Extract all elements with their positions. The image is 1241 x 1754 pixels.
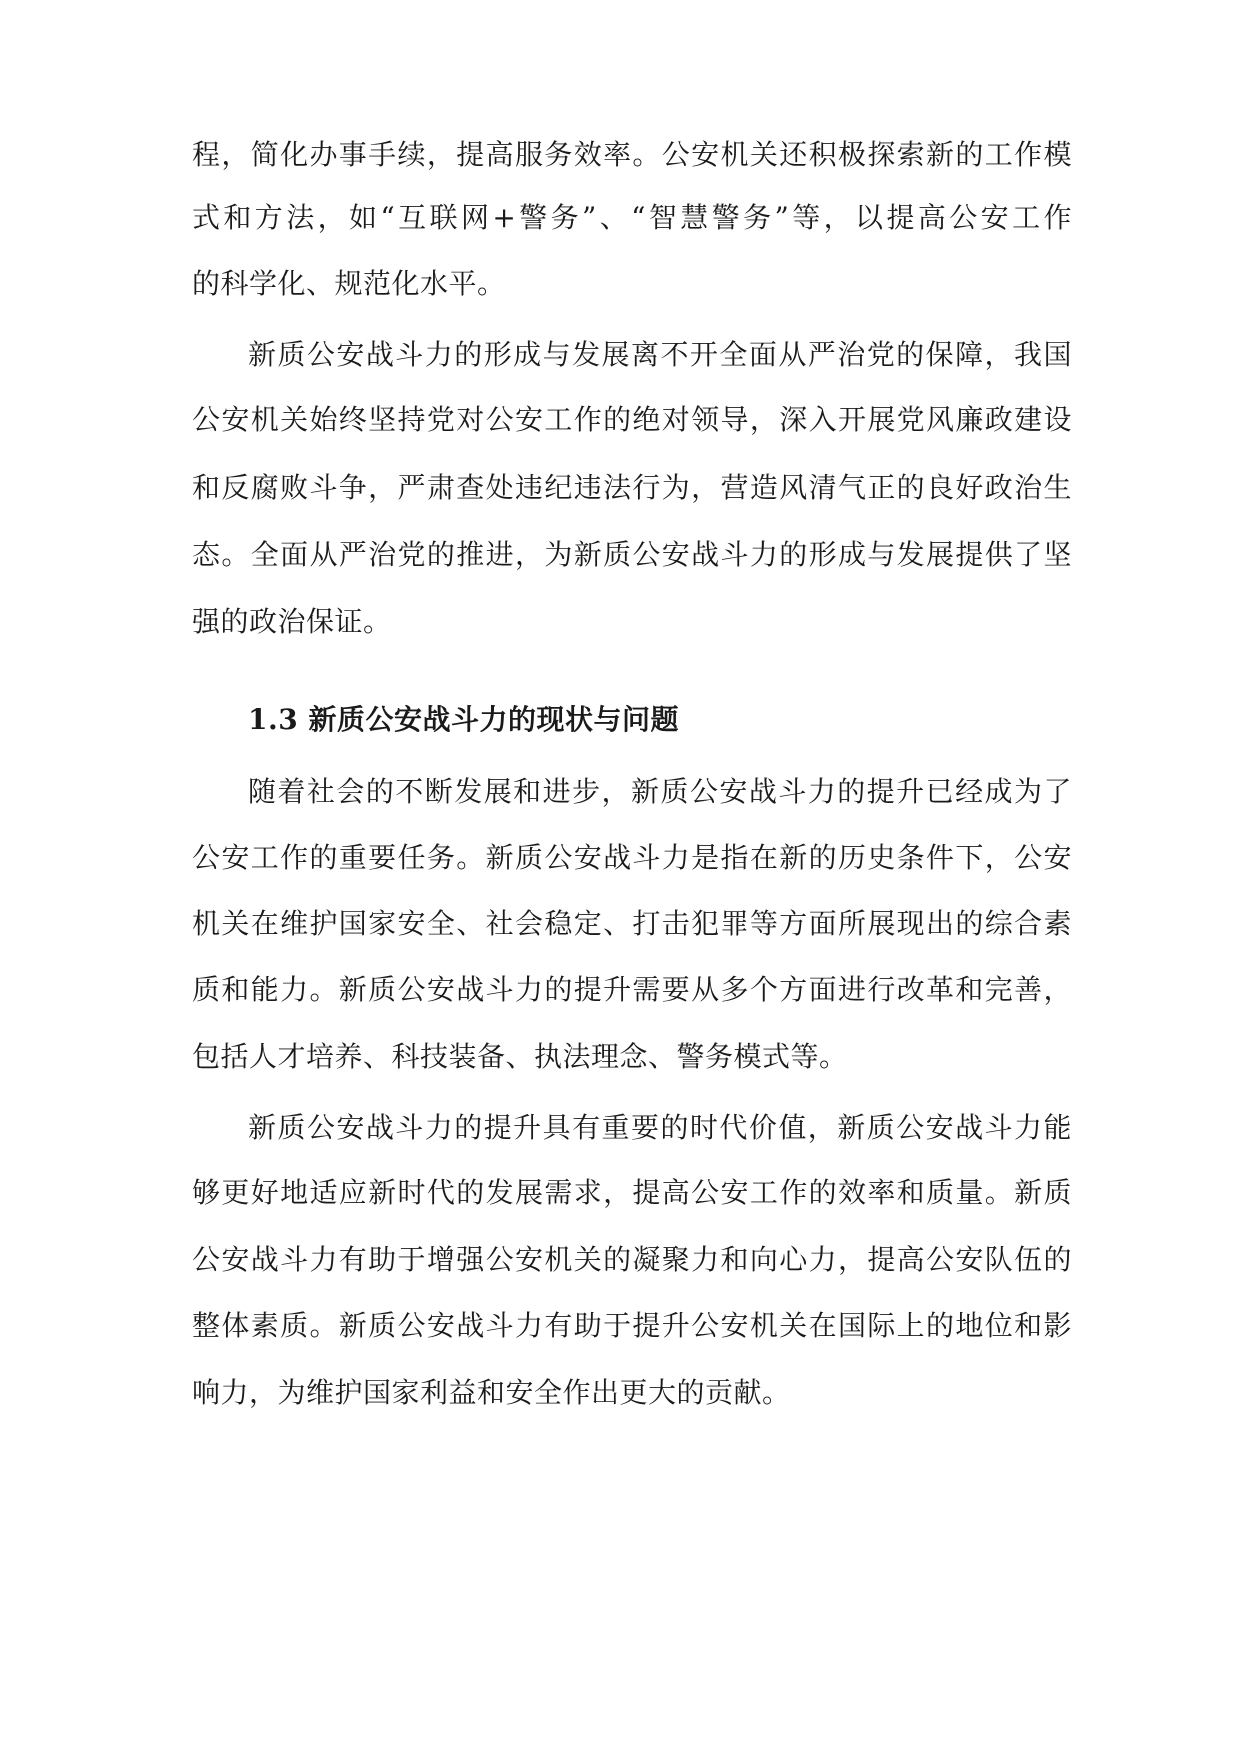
paragraph-line: 式和方法，如“互联网+警务”、“智慧警务”等，以提高公安工作: [192, 201, 1072, 234]
paragraph-line: 新质公安战斗力的提升具有重要的时代价值，新质公安战斗力能: [248, 1111, 1072, 1144]
paragraph-line: 公安战斗力有助于增强公安机关的凝聚力和向心力，提高公安队伍的: [192, 1243, 1072, 1276]
paragraph-line: 程，简化办事手续，提高服务效率。公安机关还积极探索新的工作模: [192, 138, 1072, 171]
paragraph-line: 包括人才培养、科技装备、执法理念、警务模式等。: [192, 1040, 848, 1073]
paragraph-line: 质和能力。新质公安战斗力的提升需要从多个方面进行改革和完善，: [192, 973, 1072, 1006]
paragraph-line: 够更好地适应新时代的发展需求，提高公安工作的效率和质量。新质: [192, 1176, 1072, 1209]
paragraph-line: 强的政治保证。: [192, 605, 392, 638]
paragraph-line: 公安工作的重要任务。新质公安战斗力是指在新的历史条件下，公安: [192, 841, 1072, 874]
paragraph-line: 的科学化、规范化水平。: [192, 267, 506, 300]
paragraph-line: 整体素质。新质公安战斗力有助于提升公安机关在国际上的地位和影: [192, 1309, 1072, 1342]
paragraph-line: 响力，为维护国家利益和安全作出更大的贡献。: [192, 1376, 791, 1409]
section-heading: 1.3 新质公安战斗力的现状与问题: [248, 703, 679, 736]
paragraph-line: 态。全面从严治党的推进，为新质公安战斗力的形成与发展提供了坚: [192, 538, 1072, 571]
paragraph-line: 新质公安战斗力的形成与发展离不开全面从严治党的保障，我国: [248, 338, 1072, 371]
paragraph-line: 和反腐败斗争，严肃查处违纪违法行为，营造风清气正的良好政治生: [192, 471, 1072, 504]
paragraph-line: 随着社会的不断发展和进步，新质公安战斗力的提升已经成为了: [248, 775, 1072, 808]
paragraph-line: 机关在维护国家安全、社会稳定、打击犯罪等方面所展现出的综合素: [192, 907, 1072, 940]
paragraph-line: 公安机关始终坚持党对公安工作的绝对领导，深入开展党风廉政建设: [192, 403, 1072, 436]
